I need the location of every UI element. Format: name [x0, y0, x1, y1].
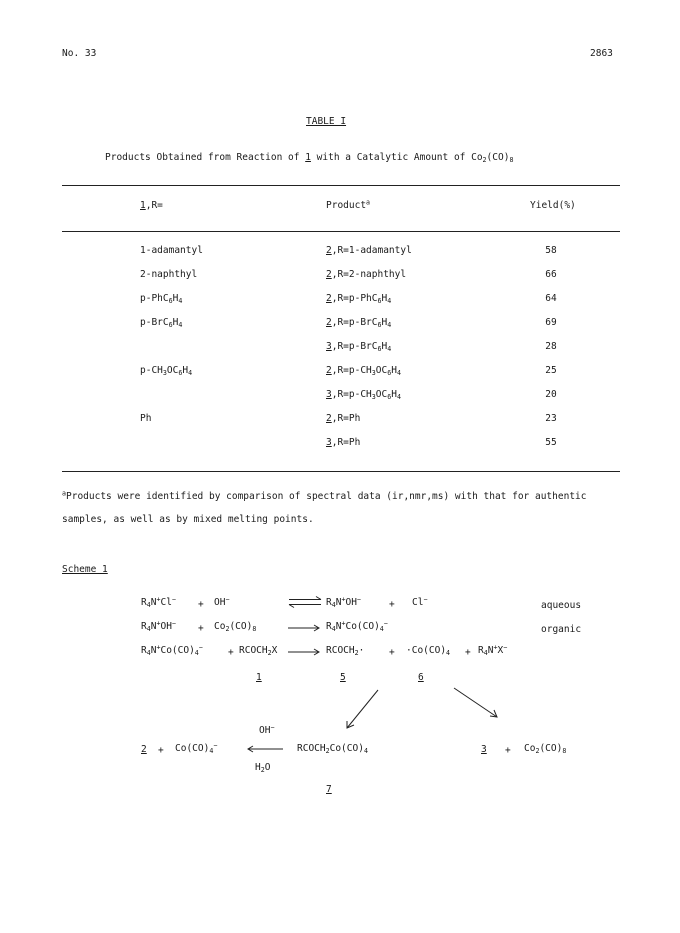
scheme-species: $RCOCH_2\cdot$ [326, 645, 365, 657]
scheme-species: $Co_2(CO)_8$ [214, 621, 257, 633]
scheme-species: Cl− [412, 595, 428, 608]
scheme-title: Scheme 1 [62, 564, 108, 575]
scheme-species: $RCOCH_2Co(CO)_4$ [297, 743, 368, 755]
yield-cell: 69 [545, 317, 557, 328]
scheme-plus: + [389, 647, 395, 658]
compound-label: 1 [256, 672, 262, 683]
col-header-yield: Yield(%) [530, 200, 576, 211]
table-row: $p-CH_3OC_6H_4$ [140, 365, 193, 377]
compound-label: 6 [418, 672, 424, 683]
yield-cell: 58 [545, 245, 557, 256]
scheme-phase-label: organic [541, 624, 582, 635]
product-cell: 2,R=1-adamantyl [326, 245, 412, 256]
scheme-species: $R_4N^+OH^-$ [141, 619, 176, 633]
scheme-species: $R_4N^+Co(CO)_4^-$ [141, 643, 203, 657]
scheme-species: $Co(CO)_4^-$ [175, 741, 218, 755]
scheme-species: OH− [214, 595, 230, 608]
scheme-species: $H_2O$ [255, 762, 271, 774]
diagonal-arrow-down-left [342, 688, 382, 732]
diagonal-arrow-down-right [452, 686, 500, 720]
product-cell: $3,R=p-BrC_6H_4$ [326, 341, 392, 353]
table-row: 2-naphthyl [140, 269, 198, 280]
scheme-plus: + [389, 599, 395, 610]
yield-cell: 28 [545, 341, 557, 352]
scheme-species: $R_4N^+Cl^-$ [141, 595, 176, 609]
reaction-arrow [287, 648, 321, 656]
scheme-plus: + [198, 599, 204, 610]
scheme-species: $R_4N^+OH^-$ [326, 595, 361, 609]
compound-label: 2 [141, 744, 147, 755]
compound-label: 3 [481, 744, 487, 755]
table-header-rule [62, 231, 620, 232]
compound-label: 5 [340, 672, 346, 683]
scheme-plus: + [465, 647, 471, 658]
yield-cell: 20 [545, 389, 557, 400]
table-footnote: $^a$Products were identified by comparison of spectral data (ir,nmr,ms) with that for authentic [62, 489, 587, 502]
scheme-species: $R_4N^+Co(CO)_4^-$ [326, 619, 388, 633]
compound-label: 7 [326, 784, 332, 795]
yield-cell: 66 [545, 269, 557, 280]
scheme-species: OH− [259, 723, 275, 736]
yield-cell: 23 [545, 413, 557, 424]
scheme-plus: + [198, 623, 204, 634]
table-row: $p-BrC_6H_4$ [140, 317, 183, 329]
table-row: 1-adamantyl [140, 245, 203, 256]
scheme-species: $RCOCH_2X$ [239, 645, 278, 657]
product-cell: $2,R=p-CH_3OC_6H_4$ [326, 365, 401, 377]
table-caption: Products Obtained from Reaction of 1 with a Catalytic Amount of $Co_2(CO)_8$ [105, 152, 514, 164]
table-row: Ph [140, 413, 152, 424]
scheme-plus: + [505, 745, 511, 756]
table-bottom-rule [62, 471, 620, 472]
product-cell: 2,R=Ph [326, 413, 361, 424]
reverse-reaction-arrow [246, 745, 284, 753]
scheme-plus: + [158, 745, 164, 756]
product-cell: $2,R=p-PhC_6H_4$ [326, 293, 392, 305]
scheme-species: $Co_2(CO)_8$ [524, 743, 567, 755]
product-cell: $3,R=p-CH_3OC_6H_4$ [326, 389, 401, 401]
product-cell: 3,R=Ph [326, 437, 361, 448]
equilibrium-arrow [287, 596, 323, 608]
scheme-species: $R_4N^+X^-$ [478, 643, 508, 657]
running-header-left: No. 33 [62, 48, 97, 59]
col-header-product: Product$^a$ [326, 198, 371, 211]
table-row: $p-PhC_6H_4$ [140, 293, 183, 305]
table-top-rule [62, 185, 620, 186]
yield-cell: 55 [545, 437, 557, 448]
product-cell: 2,R=2-naphthyl [326, 269, 407, 280]
product-cell: $2,R=p-BrC_6H_4$ [326, 317, 392, 329]
yield-cell: 25 [545, 365, 557, 376]
scheme-species: $\cdot Co(CO)_4$ [406, 645, 451, 657]
table-footnote-cont: samples, as well as by mixed melting points. [62, 514, 314, 525]
scheme-phase-label: aqueous [541, 600, 582, 611]
page-number: 2863 [590, 48, 613, 59]
table-label: TABLE I [306, 116, 347, 127]
scheme-plus: + [228, 647, 234, 658]
col-header-r: 1,R= [140, 200, 163, 211]
yield-cell: 64 [545, 293, 557, 304]
reaction-arrow [287, 624, 321, 632]
